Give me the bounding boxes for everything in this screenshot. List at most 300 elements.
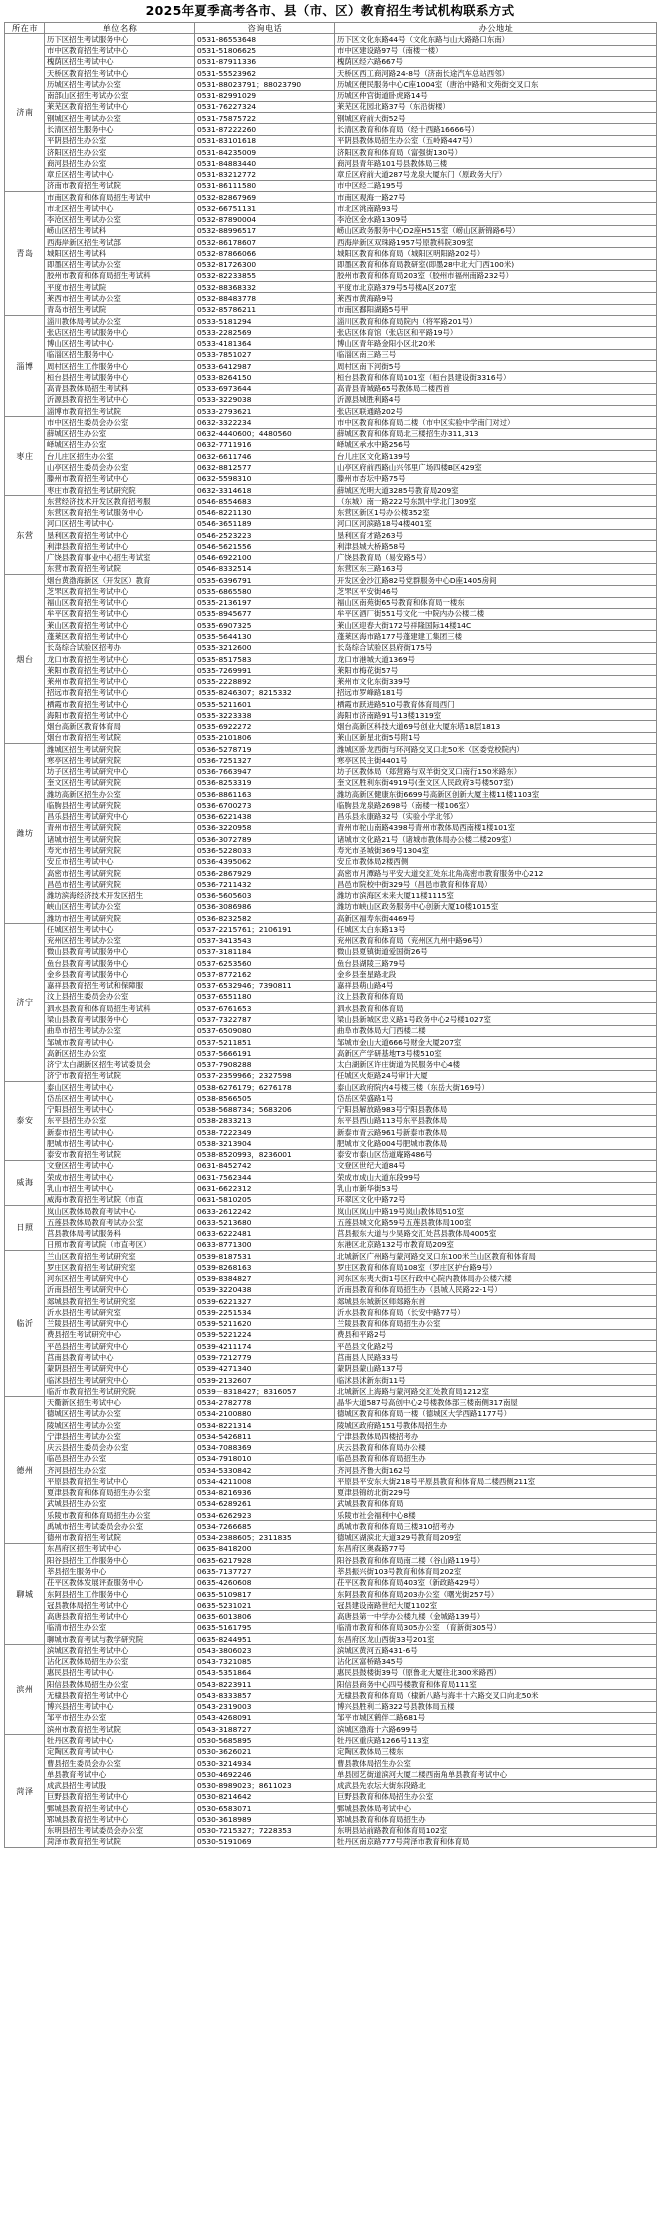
- unit-name-cell: 栖霞市教育招生考试中心: [45, 698, 195, 709]
- phone-cell: 0533-2282569: [195, 327, 335, 338]
- address-cell: 成武县先农坛大街东段路北: [335, 1780, 657, 1791]
- unit-name-cell: 泰安市教育招生考试院: [45, 1149, 195, 1160]
- table-row: [5, 834, 657, 845]
- city-cell: 潍坊: [5, 744, 45, 924]
- address-cell: 诸城市文化路21号（诸城市教体局办公楼二楼209室）: [335, 834, 657, 845]
- address-cell: 市中区经二路195号: [335, 180, 657, 191]
- address-cell: 陵城区政府路151号教体局招生办: [335, 1419, 657, 1430]
- address-cell: 历下区文化东路44号（文化东路与山大路路口东南）: [335, 34, 657, 45]
- phone-cell: 0533-4181364: [195, 338, 335, 349]
- table-row: [5, 969, 657, 980]
- phone-cell: 0530-5191069: [195, 1836, 335, 1847]
- address-cell: 禹城市教育和体育局三楼310招考办: [335, 1521, 657, 1532]
- unit-name-cell: 无棣县教育招生考试中心: [45, 1690, 195, 1701]
- unit-name-cell: 淄博市教育招生考试院: [45, 406, 195, 417]
- unit-name-cell: 阳信县教体局招生办公室: [45, 1679, 195, 1690]
- address-cell: 莱阳市梅花街57号: [335, 665, 657, 676]
- address-cell: 高新区福寿东街4469号: [335, 912, 657, 923]
- unit-name-cell: 牟平区教育招生考试中心: [45, 608, 195, 619]
- address-cell: 钢城区府前大街52号: [335, 113, 657, 124]
- table-row: [5, 1521, 657, 1532]
- phone-cell: 0536-2867929: [195, 867, 335, 878]
- address-cell: 泰山区政府院内4号楼三楼（东岳大街169号）: [335, 1081, 657, 1092]
- unit-name-cell: 济阳区招生办公室: [45, 146, 195, 157]
- table-row: [5, 1307, 657, 1318]
- header-row: [5, 23, 657, 34]
- table-row: [5, 1329, 657, 1340]
- address-cell: 岚山区岚山中路19号岚山教体局510室: [335, 1205, 657, 1216]
- phone-cell: 0546-8554683: [195, 496, 335, 507]
- phone-cell: 0535-8246307；8215332: [195, 687, 335, 698]
- address-cell: 西海岸新区双珠路1957号原教科院309室: [335, 237, 657, 248]
- phone-cell: 0533-5181294: [195, 315, 335, 326]
- address-cell: 坊子区教体局（郑营路与双羊街交叉口南行150米路东）: [335, 766, 657, 777]
- address-cell: 郯城县东城新区师郯路东首: [335, 1296, 657, 1307]
- address-cell: 峄城区承水中路256号: [335, 439, 657, 450]
- address-cell: 山亭区府前西路山兴邻里广场四楼B区429室: [335, 462, 657, 473]
- address-cell: 东营区东三路163号: [335, 563, 657, 574]
- unit-name-cell: 潍坊滨海经济技术开发区招生: [45, 890, 195, 901]
- unit-name-cell: 南部山区招生考试办公室: [45, 90, 195, 101]
- table-row: [5, 1588, 657, 1599]
- address-cell: 平度市北京路379号5号楼A区207室: [335, 282, 657, 293]
- address-cell: 费县和平路2号: [335, 1329, 657, 1340]
- table-row: [5, 473, 657, 484]
- unit-name-cell: 槐荫区招生考试中心: [45, 56, 195, 67]
- table-row: [5, 1250, 657, 1261]
- address-cell: 张店区联通路202号: [335, 406, 657, 417]
- table-row: [5, 1217, 657, 1228]
- phone-cell: 0539-8384827: [195, 1273, 335, 1284]
- table-row: [5, 462, 657, 473]
- phone-cell: 0543-5351864: [195, 1667, 335, 1678]
- table-row: [5, 1205, 657, 1216]
- address-cell: 章丘区府前大道287号龙泉大厦东门（原政务大厅）: [335, 169, 657, 180]
- address-cell: 兖州区教育和体育局（兖州区九州中路96号）: [335, 935, 657, 946]
- phone-cell: 0531-83212772: [195, 169, 335, 180]
- phone-cell: 0534-2782778: [195, 1397, 335, 1408]
- address-cell: 莘县振兴街103号教育和体育局202室: [335, 1566, 657, 1577]
- phone-cell: 0531-55523962: [195, 68, 335, 79]
- city-cell: 德州: [5, 1397, 45, 1543]
- unit-name-cell: 坊子区招生考试研究中心: [45, 766, 195, 777]
- unit-name-cell: 即墨区招生考试办公室: [45, 259, 195, 270]
- unit-name-cell: 邹平市招生办公室: [45, 1712, 195, 1723]
- address-cell: 临清市教育和体育局305办公室 （育新街305号）: [335, 1622, 657, 1633]
- phone-cell: 0530-8989023；8611023: [195, 1780, 335, 1791]
- address-cell: 潍城区卧龙西街与环河路交叉口北50米（区委党校院内）: [335, 744, 657, 755]
- phone-cell: 0535-2101806: [195, 732, 335, 743]
- unit-name-cell: 东阿县招生工作服务中心: [45, 1588, 195, 1599]
- table-row: [5, 293, 657, 304]
- table-row: [5, 1836, 657, 1847]
- unit-name-cell: 文登区招生考试中心: [45, 1160, 195, 1171]
- unit-name-cell: 市中区教育招生考试中心: [45, 45, 195, 56]
- address-cell: 利津县城大桥路58号: [335, 541, 657, 552]
- address-cell: 济阳区教育和体育局（富强街130号）: [335, 146, 657, 157]
- table-row: [5, 1048, 657, 1059]
- phone-cell: 0632-7711916: [195, 439, 335, 450]
- address-cell: 乐陵市社会福利中心8楼: [335, 1510, 657, 1521]
- unit-name-cell: 泰山区招生考试中心: [45, 1081, 195, 1092]
- address-cell: 福山区南苑街65号教育和体育局一楼东: [335, 597, 657, 608]
- phone-cell: 0536-5278719: [195, 744, 335, 755]
- unit-name-cell: 高密市招生考试研究院: [45, 867, 195, 878]
- phone-cell: 0537-6509080: [195, 1025, 335, 1036]
- address-cell: 东明县站前路教育和体育局102室: [335, 1825, 657, 1836]
- unit-name-cell: 新泰市招生考试中心: [45, 1127, 195, 1138]
- unit-name-cell: 广饶县教育事业中心招生考试室: [45, 552, 195, 563]
- table-row: [5, 1059, 657, 1070]
- unit-name-cell: 沾化区教体局招生办公室: [45, 1656, 195, 1667]
- table-row: [5, 79, 657, 90]
- city-cell: 济宁: [5, 924, 45, 1082]
- table-row: [5, 980, 657, 991]
- table-row: [5, 789, 657, 800]
- phone-cell: 0546-2523223: [195, 529, 335, 540]
- phone-cell: 0534-2100880: [195, 1408, 335, 1419]
- table-row: [5, 552, 657, 563]
- table-row: [5, 676, 657, 687]
- table-row: [5, 1115, 657, 1126]
- table-row: [5, 1149, 657, 1160]
- table-row: [5, 451, 657, 462]
- table-row: [5, 1070, 657, 1081]
- table-row: [5, 1025, 657, 1036]
- table-row: [5, 1408, 657, 1419]
- unit-name-cell: 潍坊市招生考试研究院: [45, 912, 195, 923]
- address-cell: 龙口市港城大道1369号: [335, 653, 657, 664]
- table-row: [5, 991, 657, 1002]
- phone-cell: 0632-6611746: [195, 451, 335, 462]
- address-cell: 安丘市教体局2楼西侧: [335, 856, 657, 867]
- table-row: [5, 1476, 657, 1487]
- unit-name-cell: 宁津县招生考试办公室: [45, 1431, 195, 1442]
- phone-cell: 0546-3651189: [195, 518, 335, 529]
- table-row: [5, 1600, 657, 1611]
- unit-name-cell: 乐陵市教育和体育局招生办公室: [45, 1510, 195, 1521]
- phone-cell: 0532-87866066: [195, 248, 335, 259]
- table-row: [5, 1442, 657, 1453]
- address-cell: 长清区教育和体育局（经十西路16666号）: [335, 124, 657, 135]
- unit-name-cell: 烟台黄渤海新区（开发区）教育: [45, 575, 195, 586]
- unit-name-cell: 德城区招生考试办公室: [45, 1408, 195, 1419]
- unit-name-cell: 安丘市招生考试中心: [45, 856, 195, 867]
- phone-cell: 0534-5330842: [195, 1465, 335, 1476]
- unit-name-cell: 荣成市招生考试中心: [45, 1172, 195, 1183]
- address-cell: 罗庄区教育和体育局108室（罗庄区护台路9号）: [335, 1262, 657, 1273]
- phone-cell: 0539-4211174: [195, 1341, 335, 1352]
- table-row: [5, 867, 657, 878]
- unit-name-cell: 历下区招生考试服务中心: [45, 34, 195, 45]
- table-row: [5, 890, 657, 901]
- phone-cell: 0539-2132607: [195, 1374, 335, 1385]
- phone-cell: 0536-6221438: [195, 811, 335, 822]
- unit-name-cell: 莘县招生服务中心: [45, 1566, 195, 1577]
- unit-name-cell: 峄城区招生办公室: [45, 439, 195, 450]
- page-title: 2025年夏季高考各市、县（市、区）教育招生考试机构联系方式: [145, 3, 515, 18]
- address-cell: 市中区建设路97号（南楼一楼）: [335, 45, 657, 56]
- address-cell: 河口区河滨路18号4楼401室: [335, 518, 657, 529]
- phone-cell: 0538-5688734；5683206: [195, 1104, 335, 1115]
- address-cell: 齐河县齐鲁大街162号: [335, 1465, 657, 1476]
- address-cell: 李沧区金水路1309号: [335, 214, 657, 225]
- address-cell: 郓城县教育和体育局招生办: [335, 1814, 657, 1825]
- phone-cell: 0539-6221327: [195, 1296, 335, 1307]
- table-row: [5, 845, 657, 856]
- phone-cell: 0537-2359966；2327598: [195, 1070, 335, 1081]
- phone-cell: 0531-83101618: [195, 135, 335, 146]
- table-row: [5, 1296, 657, 1307]
- unit-name-cell: 鱼台县教育考试服务中心: [45, 958, 195, 969]
- unit-name-cell: 临清市招生办公室: [45, 1622, 195, 1633]
- phone-cell: 0538-6276179；6276178: [195, 1081, 335, 1092]
- unit-name-cell: 市南区教育和体育局招生考试中: [45, 191, 195, 202]
- address-cell: 莱山区迎春大街172号祥隆国际14楼14C: [335, 620, 657, 631]
- table-row: [5, 1003, 657, 1014]
- address-cell: 牡丹区重庆路1266号113室: [335, 1735, 657, 1746]
- table-row: [5, 710, 657, 721]
- table-row: [5, 1735, 657, 1746]
- phone-cell: 0537-3181184: [195, 946, 335, 957]
- phone-cell: 0537-6253560: [195, 958, 335, 969]
- unit-name-cell: 天衢新区招生考试中心: [45, 1397, 195, 1408]
- table-row: [5, 180, 657, 191]
- unit-name-cell: 茌平区教体发展评查服务中心: [45, 1577, 195, 1588]
- phone-cell: 0632-4440600；4480560: [195, 428, 335, 439]
- table-row: [5, 1510, 657, 1521]
- table-row: [5, 1239, 657, 1250]
- table-row: [5, 901, 657, 912]
- address-cell: 定陶区教体局三楼东: [335, 1746, 657, 1757]
- address-cell: 泰安市泰山区岱道庵路486号: [335, 1149, 657, 1160]
- address-cell: 德城区教育和体育局一楼（德城区大学西路1177号）: [335, 1408, 657, 1419]
- table-row: [5, 958, 657, 969]
- unit-name-cell: 薛城区招生办公室: [45, 428, 195, 439]
- unit-name-cell: 临淄区招生服务中心: [45, 349, 195, 360]
- table-row: [5, 1465, 657, 1476]
- address-cell: 东昌府区龙山西街33号201室: [335, 1633, 657, 1644]
- unit-name-cell: 曹县招生委员会办公室: [45, 1757, 195, 1768]
- unit-name-cell: 海阳市教育招生考试中心: [45, 710, 195, 721]
- unit-name-cell: 西海岸新区招生考试部: [45, 237, 195, 248]
- table-row: [5, 237, 657, 248]
- address-cell: 寿光市圣城街369号1304室: [335, 845, 657, 856]
- unit-name-cell: 沂水县招生考试研究室: [45, 1307, 195, 1318]
- table-row: [5, 90, 657, 101]
- phone-cell: 0543-7321085: [195, 1656, 335, 1667]
- table-row: [5, 1172, 657, 1183]
- unit-name-cell: 河口区招生考试中心: [45, 518, 195, 529]
- unit-name-cell: 临朐县招生考试研究院: [45, 800, 195, 811]
- city-cell: 菏泽: [5, 1735, 45, 1848]
- table-row: [5, 811, 657, 822]
- table-header: [5, 23, 657, 34]
- phone-cell: 0536-7211432: [195, 879, 335, 890]
- table-row: [5, 1577, 657, 1588]
- phone-cell: 0534-2388605；2311835: [195, 1532, 335, 1543]
- table-row: [5, 1374, 657, 1385]
- address-cell: 潍坊市滨海区未来大厦11楼1115室: [335, 890, 657, 901]
- table-row: [5, 327, 657, 338]
- table-row: [5, 282, 657, 293]
- unit-name-cell: 青岛市招生考试院: [45, 304, 195, 315]
- city-cell: 淄博: [5, 315, 45, 416]
- table-row: [5, 1769, 657, 1780]
- unit-name-cell: 宁阳县招生考试中心: [45, 1104, 195, 1115]
- unit-name-cell: 郯城县教育招生考试研究室: [45, 1296, 195, 1307]
- table-row: [5, 1228, 657, 1239]
- phone-cell: 0534-7918010: [195, 1453, 335, 1464]
- table-row: [5, 1273, 657, 1284]
- address-cell: 庆云县教育和体育局办公楼: [335, 1442, 657, 1453]
- phone-cell: 0631-7562344: [195, 1172, 335, 1183]
- address-cell: 历城区便民服务中心C座1004室（唐治中路和文苑街交叉口东: [335, 79, 657, 90]
- phone-cell: 0536-4395062: [195, 856, 335, 867]
- table-row: [5, 1724, 657, 1735]
- column-header-unit: 单位名称: [45, 23, 195, 34]
- address-cell: 沾化区富桥路345号: [335, 1656, 657, 1667]
- table-row: [5, 1318, 657, 1329]
- address-cell: 曹县教体局招生办公室: [335, 1757, 657, 1768]
- unit-name-cell: 金乡县教育考试服务中心: [45, 969, 195, 980]
- city-cell: 日照: [5, 1205, 45, 1250]
- unit-name-cell: 峡山区招生考试办公室: [45, 901, 195, 912]
- phone-cell: 0534-4211008: [195, 1476, 335, 1487]
- address-cell: 平原县平安东大街218号平原县教育和体育局二楼西侧211室: [335, 1476, 657, 1487]
- city-cell: 滨州: [5, 1645, 45, 1735]
- address-cell: 滕州市杏坛中路75号: [335, 473, 657, 484]
- address-cell: 开发区金沙江路82号党群服务中心D座1405房间: [335, 575, 657, 586]
- table-row: [5, 1622, 657, 1633]
- address-cell: 蒙阴县蒙山路137号: [335, 1363, 657, 1374]
- unit-name-cell: 沂源县教育招生考试中心: [45, 394, 195, 405]
- address-cell: 崂山区政务服务中心D2座H515室（崂山区新锦路6号）: [335, 225, 657, 236]
- unit-name-cell: 临沭县招生考试研究中心: [45, 1374, 195, 1385]
- unit-name-cell: 罗庄区教育招生考试研究室: [45, 1262, 195, 1273]
- phone-cell: 0633-6222481: [195, 1228, 335, 1239]
- unit-name-cell: 天桥区教育招生考试中心: [45, 68, 195, 79]
- address-cell: 天桥区西工商河路24-8号（济南长途汽车总站西邻）: [335, 68, 657, 79]
- unit-name-cell: 牡丹区教育考试中心: [45, 1735, 195, 1746]
- table-row: [5, 755, 657, 766]
- address-cell: 周村区南下河街5号: [335, 360, 657, 371]
- address-cell: 桓台县教育和体育局101室（桓台县建设街3316号）: [335, 372, 657, 383]
- table-row: [5, 575, 657, 586]
- phone-cell: 0538-8566505: [195, 1093, 335, 1104]
- phone-cell: 0530-3618989: [195, 1814, 335, 1825]
- phone-cell: 0532-87890004: [195, 214, 335, 225]
- phone-cell: 0543-2319003: [195, 1701, 335, 1712]
- phone-cell: 0543-3806023: [195, 1645, 335, 1656]
- address-cell: 市南区鄱阳湖路5号甲: [335, 304, 657, 315]
- table-row: [5, 214, 657, 225]
- unit-name-cell: 五莲县教体局教育考试办公室: [45, 1217, 195, 1228]
- address-cell: 莱芜区花园北路37号（东沿街楼）: [335, 101, 657, 112]
- phone-cell: 0532-82867969: [195, 191, 335, 202]
- table-row: [5, 349, 657, 360]
- address-cell: 巨野县教育和体局招生办公室: [335, 1791, 657, 1802]
- phone-cell: 0532-66751131: [195, 203, 335, 214]
- table-row: [5, 338, 657, 349]
- unit-name-cell: 芝罘区教育招生考试中心: [45, 586, 195, 597]
- phone-cell: 0536-6700273: [195, 800, 335, 811]
- table-row: [5, 248, 657, 259]
- table-row: [5, 1690, 657, 1701]
- unit-name-cell: 兰陵县招生考试研究中心: [45, 1318, 195, 1329]
- phone-cell: 0535-3223338: [195, 710, 335, 721]
- phone-cell: 0535-2136197: [195, 597, 335, 608]
- table-row: [5, 1284, 657, 1295]
- address-cell: 临淄区南三路三号: [335, 349, 657, 360]
- table-row: [5, 1262, 657, 1273]
- address-cell: 蓬莱区海市路177号蓬建建工集团三楼: [335, 631, 657, 642]
- table-row: [5, 1825, 657, 1836]
- phone-cell: 0635-4260608: [195, 1577, 335, 1588]
- address-cell: 武城县教育和体育局: [335, 1498, 657, 1509]
- unit-name-cell: 周村区招生工作服务中心: [45, 360, 195, 371]
- table-row: [5, 924, 657, 935]
- unit-name-cell: 东营市教育招生考试院: [45, 563, 195, 574]
- table-row: [5, 732, 657, 743]
- address-cell: 潍坊市峡山区政务服务中心创新大厦10楼1015室: [335, 901, 657, 912]
- phone-cell: 0536-8232582: [195, 912, 335, 923]
- unit-name-cell: 高唐县教育招生考试中心: [45, 1611, 195, 1622]
- table-row: [5, 101, 657, 112]
- phone-cell: 0635-7137727: [195, 1566, 335, 1577]
- address-cell: 高青县青城路65号教体局二楼西首: [335, 383, 657, 394]
- city-cell: 东营: [5, 496, 45, 575]
- phone-cell: 0534-8216936: [195, 1487, 335, 1498]
- table-row: [5, 417, 657, 428]
- address-cell: 即墨区教育和体育局教研室(即墨28中北大门西100米): [335, 259, 657, 270]
- table-body: [5, 34, 657, 1848]
- phone-cell: 0532-82233855: [195, 270, 335, 281]
- address-cell: 潍坊高新区健康东街6699号高新区创新大厦主楼11楼1103室: [335, 789, 657, 800]
- table-row: [5, 1431, 657, 1442]
- table-row: [5, 946, 657, 957]
- phone-cell: 0539-7212779: [195, 1352, 335, 1363]
- unit-name-cell: 郓城县教育招生考试中心: [45, 1814, 195, 1825]
- table-row: [5, 518, 657, 529]
- phone-cell: 0535-5211601: [195, 698, 335, 709]
- table-row: [5, 1543, 657, 1554]
- unit-name-cell: 诸城市招生考试研究院: [45, 834, 195, 845]
- phone-cell: 0631-5810205: [195, 1194, 335, 1205]
- unit-name-cell: 鄄城县教育招生考试中心: [45, 1802, 195, 1813]
- unit-name-cell: 滨城区教育招生考试中心: [45, 1645, 195, 1656]
- unit-name-cell: 潍城区招生考试研究院: [45, 744, 195, 755]
- unit-name-cell: 李沧区招生考试办公室: [45, 214, 195, 225]
- address-cell: 昌乐县永康路32号（实验小学北邻）: [335, 811, 657, 822]
- phone-cell: 0538-8520993，8236001: [195, 1149, 335, 1160]
- address-cell: 任城区火炬路24号审计大厦: [335, 1070, 657, 1081]
- phone-cell: 0633-2612242: [195, 1205, 335, 1216]
- address-cell: 宁津县教体局四楼招考办: [335, 1431, 657, 1442]
- address-cell: 青州市驼山南路4398号青州市教体局西南楼1楼101室: [335, 822, 657, 833]
- city-cell: 聊城: [5, 1543, 45, 1644]
- address-cell: 岱岳区荣盛路1号: [335, 1093, 657, 1104]
- table-row: [5, 1138, 657, 1149]
- unit-name-cell: 市北区招生考试中心: [45, 203, 195, 214]
- table-row: [5, 406, 657, 417]
- unit-name-cell: 东明县招生考试委员会办公室: [45, 1825, 195, 1836]
- address-cell: 平邑县文化路2号: [335, 1341, 657, 1352]
- table-row: [5, 1127, 657, 1138]
- unit-name-cell: 博兴县招生考试中心: [45, 1701, 195, 1712]
- phone-cell: 0536-8253319: [195, 777, 335, 788]
- phone-cell: 0530-7215327；7228353: [195, 1825, 335, 1836]
